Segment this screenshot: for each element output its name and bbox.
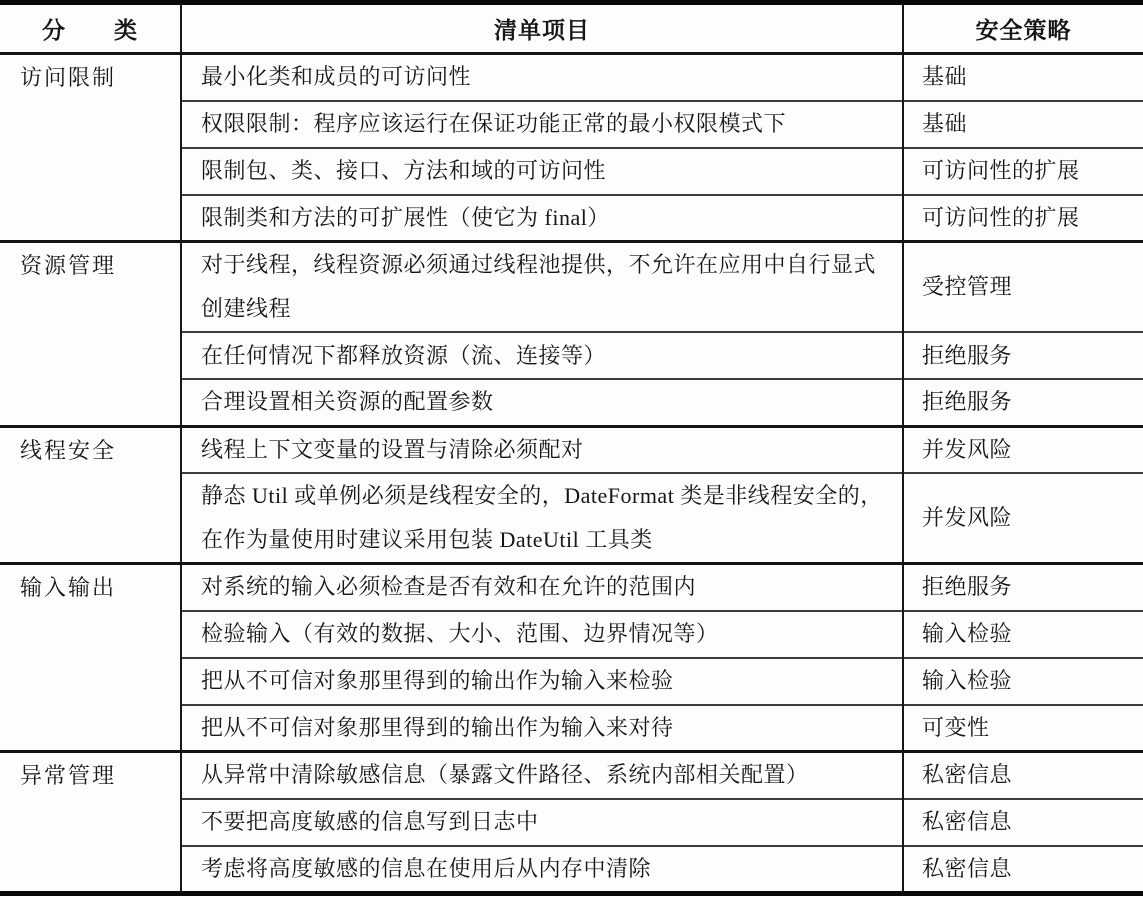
checklist-item-cell: 静态 Util 或单例必须是线程安全的，DateFormat 类是非线程安全的，在作为量使用时建议采用包装 DateUtil 工具类 xyxy=(181,473,903,564)
checklist-item-cell: 限制包、类、接口、方法和域的可访问性 xyxy=(181,148,903,195)
table-row xyxy=(0,564,1143,611)
checklist-item-cell: 检验输入（有效的数据、大小、范围、边界情况等） xyxy=(181,611,903,658)
checklist-item-cell: 最小化类和成员的可访问性 xyxy=(181,54,903,101)
policy-cell: 可变性 xyxy=(903,705,1143,752)
policy-cell: 可访问性的扩展 xyxy=(903,195,1143,242)
policy-cell: 私密信息 xyxy=(903,846,1143,894)
checklist-item-cell: 线程上下文变量的设置与清除必须配对 xyxy=(181,426,903,473)
header-policy: 安全策略 xyxy=(903,3,1143,54)
policy-cell: 拒绝服务 xyxy=(903,332,1143,379)
category-cell: 线程安全 xyxy=(0,426,181,564)
policy-cell: 输入检验 xyxy=(903,611,1143,658)
policy-cell: 基础 xyxy=(903,101,1143,148)
table-row xyxy=(0,426,1143,473)
checklist-item-cell: 把从不可信对象那里得到的输出作为输入来对待 xyxy=(181,705,903,752)
table-body xyxy=(0,54,1143,894)
policy-cell: 受控管理 xyxy=(903,242,1143,333)
policy-cell: 拒绝服务 xyxy=(903,379,1143,426)
checklist-item-cell: 合理设置相关资源的配置参数 xyxy=(181,379,903,426)
checklist-item-cell: 在任何情况下都释放资源（流、连接等） xyxy=(181,332,903,379)
checklist-item-cell: 把从不可信对象那里得到的输出作为输入来检验 xyxy=(181,658,903,705)
policy-cell: 并发风险 xyxy=(903,426,1143,473)
table-row xyxy=(0,242,1143,333)
policy-cell: 拒绝服务 xyxy=(903,564,1143,611)
checklist-item-cell: 不要把高度敏感的信息写到日志中 xyxy=(181,799,903,846)
category-cell: 输入输出 xyxy=(0,564,181,752)
table-header xyxy=(0,3,1143,54)
header-item: 清单项目 xyxy=(181,3,903,54)
category-cell: 访问限制 xyxy=(0,54,181,242)
header-category: 分 类 xyxy=(0,3,181,54)
checklist-item-cell: 从异常中清除敏感信息（暴露文件路径、系统内部相关配置） xyxy=(181,752,903,799)
policy-cell: 可访问性的扩展 xyxy=(903,148,1143,195)
category-cell: 异常管理 xyxy=(0,752,181,894)
checklist-item-cell: 对系统的输入必须检查是否有效和在允许的范围内 xyxy=(181,564,903,611)
policy-cell: 输入检验 xyxy=(903,658,1143,705)
table-row xyxy=(0,54,1143,101)
checklist-item-cell: 限制类和方法的可扩展性（使它为 final） xyxy=(181,195,903,242)
policy-cell: 私密信息 xyxy=(903,752,1143,799)
table-row xyxy=(0,752,1143,799)
checklist-item-cell: 考虑将高度敏感的信息在使用后从内存中清除 xyxy=(181,846,903,894)
checklist-item-cell: 权限限制：程序应该运行在保证功能正常的最小权限模式下 xyxy=(181,101,903,148)
policy-cell: 基础 xyxy=(903,54,1143,101)
header-row xyxy=(0,3,1143,54)
checklist-item-cell: 对于线程，线程资源必须通过线程池提供，不允许在应用中自行显式创建线程 xyxy=(181,242,903,333)
policy-cell: 私密信息 xyxy=(903,799,1143,846)
policy-cell: 并发风险 xyxy=(903,473,1143,564)
category-cell: 资源管理 xyxy=(0,242,181,427)
